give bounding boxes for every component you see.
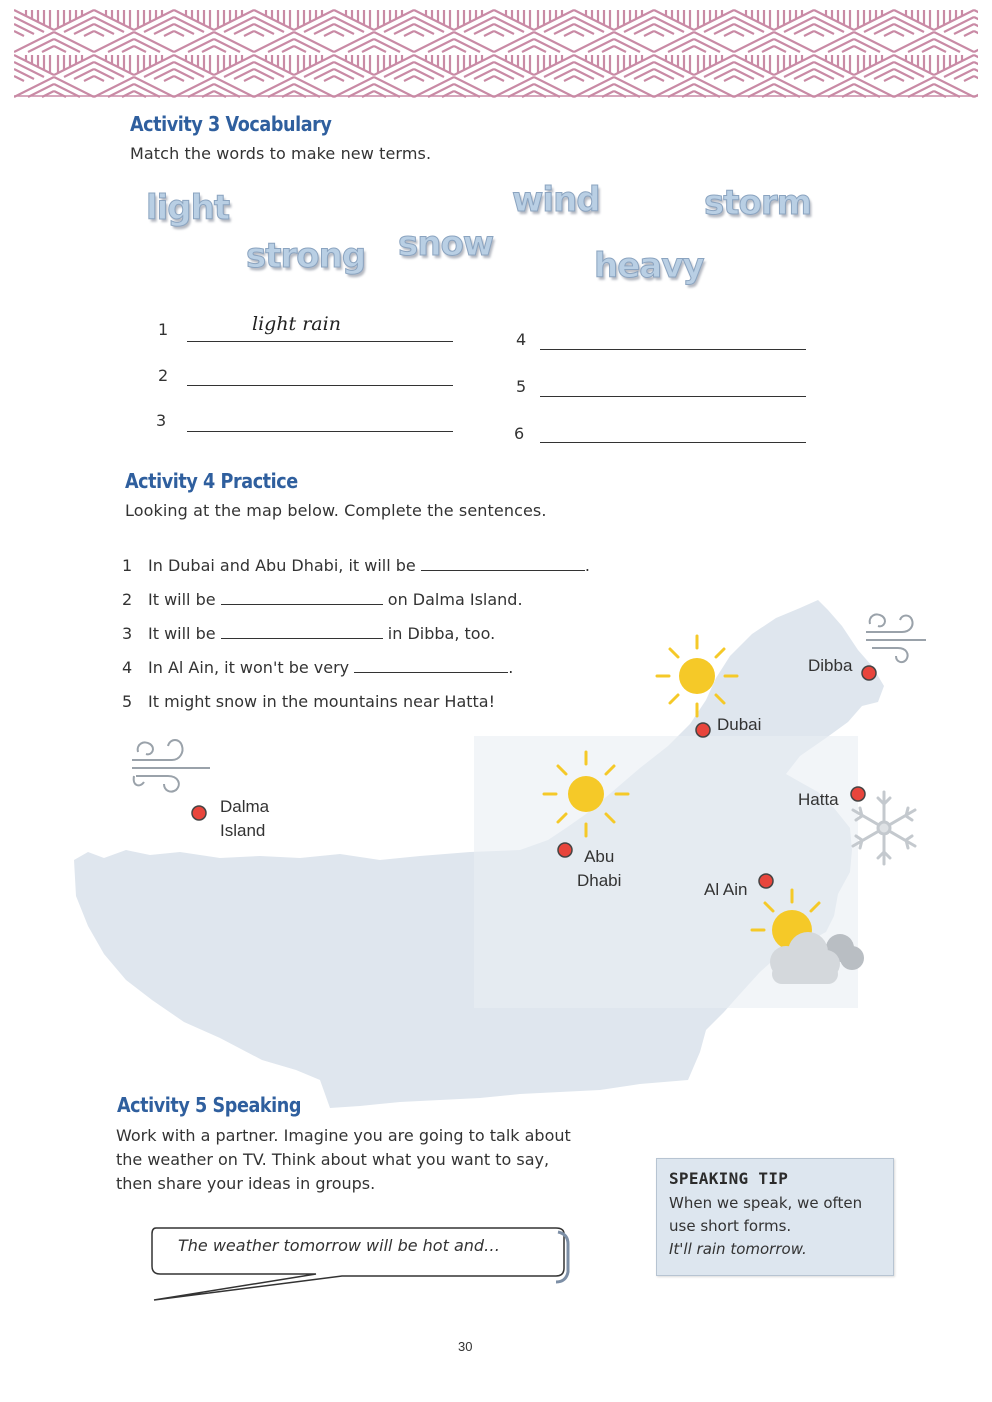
map-label-hatta: Hatta <box>798 790 839 809</box>
decorative-banner <box>14 8 978 98</box>
sentence-number: 2 <box>122 590 133 609</box>
activity5-title: Activity 5 Speaking <box>117 1093 301 1117</box>
vocab-word-wind: wind <box>512 180 600 220</box>
speech-bubble <box>146 1222 576 1308</box>
sentence-3 <box>122 624 495 643</box>
answer-number: 3 <box>156 411 167 430</box>
map-pin-al-ain <box>759 874 773 888</box>
sentence-text: in Dibba, too. <box>387 624 496 643</box>
sentence-2 <box>122 590 523 609</box>
sentence-number: 5 <box>122 692 133 711</box>
sentence-text: It will be <box>148 590 216 609</box>
vocab-word-snow: snow <box>398 224 494 264</box>
answer-line <box>540 442 806 443</box>
map-pin-dibba <box>862 666 876 680</box>
sentence-text: In Dubai and Abu Dhabi, it will be <box>148 556 416 575</box>
sentence-number: 1 <box>122 556 133 575</box>
speaking-tip-box <box>656 1158 894 1276</box>
sentence-blank[interactable] <box>221 591 383 605</box>
sentence-blank[interactable] <box>421 557 585 571</box>
activity4-instruction: Looking at the map below. Complete the sentences. <box>125 501 547 520</box>
map-label-line: Abu <box>584 847 615 866</box>
answer-line <box>187 341 453 342</box>
map-pin-dalma <box>192 806 206 820</box>
vocab-word-heavy: heavy <box>594 246 704 286</box>
instruction-line: then share your ideas in groups. <box>116 1174 376 1193</box>
sentence-4 <box>122 658 513 677</box>
vocab-word-light: light <box>146 188 230 228</box>
activity3-title: Activity 3 Vocabulary <box>130 112 332 136</box>
answer-line <box>540 349 806 350</box>
map-label-line: Island <box>220 821 266 840</box>
activity3-instruction: Match the words to make new terms. <box>130 144 432 163</box>
answer-field[interactable]: light rain <box>252 313 341 335</box>
answer-number: 4 <box>516 330 527 349</box>
answer-number: 6 <box>514 424 525 443</box>
uae-weather-map <box>0 560 992 1120</box>
sentence-text: . <box>508 658 514 677</box>
map-label-dubai: Dubai <box>717 715 762 734</box>
answer-line <box>540 396 806 397</box>
vocab-word-storm: storm <box>704 183 812 223</box>
sentence-text: on Dalma Island. <box>387 590 523 609</box>
speaking-tip-body <box>669 1192 881 1261</box>
sun-icon <box>657 636 737 716</box>
instruction-line: Work with a partner. Imagine you are going to talk about <box>116 1126 571 1145</box>
sentence-5 <box>122 692 495 711</box>
sentence-1 <box>122 556 590 575</box>
map-label-dibba: Dibba <box>808 656 853 675</box>
answer-number: 2 <box>158 366 169 385</box>
sentence-number: 4 <box>122 658 133 677</box>
map-label-line: Dalma <box>220 797 270 816</box>
speech-bubble-text: The weather tomorrow will be hot and… <box>178 1236 501 1255</box>
sentence-text: It might snow in the mountains near Hatta! <box>148 692 496 711</box>
page-number: 30 <box>458 1339 473 1354</box>
sentence-text: It will be <box>148 624 216 643</box>
answer-line <box>187 385 453 386</box>
tip-line: When we speak, we often <box>669 1194 863 1212</box>
map-label-dalma <box>220 795 269 843</box>
answer-number: 1 <box>158 320 169 339</box>
tip-line: use short forms. <box>669 1217 792 1235</box>
speaking-tip-title: SPEAKING TIP <box>669 1169 789 1188</box>
sentence-text: In Al Ain, it won't be very <box>148 658 350 677</box>
map-label-line: Dhabi <box>577 871 622 890</box>
sentence-number: 3 <box>122 624 133 643</box>
map-pin-abu-dhabi <box>558 843 572 857</box>
activity5-instruction <box>116 1124 636 1196</box>
map-label-abu-dhabi <box>577 845 621 893</box>
vocab-word-strong: strong <box>246 236 366 276</box>
tip-example: It'll rain tomorrow. <box>669 1240 807 1258</box>
answer-line <box>187 431 453 432</box>
wind-icon <box>132 740 210 792</box>
sentence-blank[interactable] <box>354 659 508 673</box>
map-label-al-ain: Al Ain <box>704 880 748 899</box>
map-pin-hatta <box>851 787 865 801</box>
answer-number: 5 <box>516 377 527 396</box>
instruction-line: the weather on TV. Think about what you want to say, <box>116 1150 550 1169</box>
wind-icon <box>866 614 926 662</box>
snowflake-icon <box>853 792 915 864</box>
sentence-text: . <box>584 556 590 575</box>
sentence-blank[interactable] <box>221 625 383 639</box>
activity4-title: Activity 4 Practice <box>125 469 298 493</box>
map-pin-dubai <box>696 723 710 737</box>
